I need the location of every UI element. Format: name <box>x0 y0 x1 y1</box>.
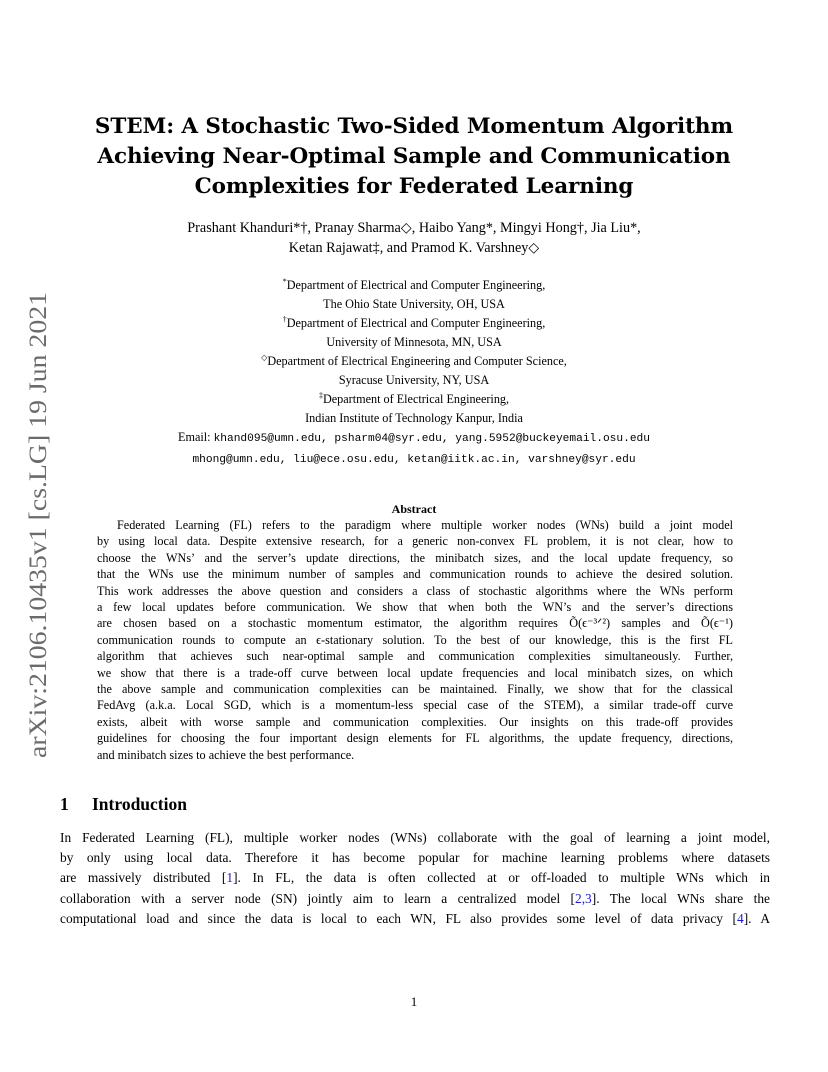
intro-line: In Federated Learning (FL), multiple worker nodes (WNs) collaborate with the goal of learning a joint model, <box>60 830 770 845</box>
intro-text: ]. In FL, the data is often collected at or off-loaded to multiple WNs which in <box>233 870 770 886</box>
intro-line <box>60 868 770 888</box>
abstract-line: exists, albeit with worse sample and communication complexities. Our insights on this trade-off provides <box>97 714 733 729</box>
abstract-line: are chosen based on a stochastic momentum estimator, the algorithm requires Õ(ϵ⁻³ᐟ²) samples and Õ(ϵ⁻¹) <box>97 616 733 631</box>
intro-line: by only using local data. Therefore it has become popular for machine learning problems where datasets <box>60 850 770 866</box>
abstract-line: by using local data. Despite extensive research, for a generic non-convex FL problem, it is not clear, how to <box>97 534 733 549</box>
abstract-line: This work addresses the above question and considers a class of stochastic algorithms where the WNs perform <box>97 583 733 598</box>
affiliation-line <box>80 390 748 409</box>
affiliation-text: Department of Electrical Engineering, <box>322 392 510 406</box>
abstract-line: algorithm that achieves such near-optimal sample and communication complexities simultaneously. Further, <box>97 649 733 664</box>
section-heading-introduction <box>60 794 187 815</box>
intro-line <box>60 909 770 929</box>
intro-text: are massively distributed [ <box>60 870 227 886</box>
citation-link[interactable]: 1 <box>226 870 234 886</box>
affiliation-line <box>80 371 748 390</box>
arxiv-stamp <box>12 290 56 760</box>
introduction-body <box>60 828 770 929</box>
email-line-2 <box>80 449 748 470</box>
affiliation-text: Syracuse University, NY, USA <box>338 373 490 387</box>
affiliation-mark: ◇ <box>261 353 268 362</box>
authors-line-2: Ketan Rajawat‡, and Pramod K. Varshney◇ <box>288 240 540 256</box>
affiliation-line <box>80 352 748 371</box>
intro-text: ]. A <box>743 910 770 926</box>
affiliation-mark: * <box>282 277 287 286</box>
page-number: 1 <box>410 994 418 1009</box>
email-addresses: khand095@umn.edu, psharm04@syr.edu, yang.5952@buckeyemail.osu.edu <box>213 433 650 445</box>
title-line-1: STEM: A Stochastic Two-Sided Momentum Algorithm <box>94 114 734 139</box>
affiliation-text: Department of Electrical and Computer Engineering, <box>286 316 546 330</box>
abstract-body <box>97 517 733 763</box>
abstract-line: a few local updates before communication. We show that when both the WN’s and the server’s directions <box>97 600 733 615</box>
author-list <box>80 218 748 258</box>
affiliation-line <box>80 409 748 428</box>
abstract-line: communication rounds to compute an ϵ-stationary solution. To the best of our knowledge, this is the first FL <box>97 632 733 647</box>
intro-text: computational load and since the data is local to each WN, FL also provides some level of data privacy [ <box>60 910 737 926</box>
abstract-heading: Abstract <box>391 502 437 516</box>
affiliation-text: The Ohio State University, OH, USA <box>323 297 505 311</box>
affiliation-text: Department of Electrical and Computer Engineering, <box>286 278 546 292</box>
affiliation-line <box>80 314 748 333</box>
abstract-line: Federated Learning (FL) refers to the paradigm where multiple worker nodes (WNs) build a joint model <box>117 518 733 532</box>
intro-text: ]. The local WNs share the <box>591 890 770 906</box>
affiliation-line <box>80 276 748 295</box>
abstract-line: choose the WNs’ and the server’s update directions, the minibatch sizes, and the local update frequency, so <box>97 550 733 565</box>
section-title: Introduction <box>92 794 187 814</box>
title-line-3: Complexities for Federated Learning <box>194 174 634 199</box>
affiliations <box>80 276 748 470</box>
title-line-2: Achieving Near-Optimal Sample and Communication <box>97 144 731 169</box>
affiliation-text: Indian Institute of Technology Kanpur, India <box>305 411 523 425</box>
affiliation-text: University of Minnesota, MN, USA <box>326 335 502 349</box>
abstract-line: the above sample and communication complexities can be maintained. Finally, we show that for the classical <box>97 682 733 697</box>
affiliation-mark: † <box>282 315 287 324</box>
affiliation-line <box>80 295 748 314</box>
abstract-line: and minibatch sizes to achieve the best performance. <box>97 747 355 762</box>
citation-link[interactable]: 4 <box>737 910 744 926</box>
affiliation-mark: ‡ <box>318 391 323 400</box>
affiliation-text: Department of Electrical Engineering and Computer Science, <box>267 354 567 368</box>
abstract-line: FedAvg (a.k.a. Local SGD, which is a momentum-less special case of the STEM), a similar trade-off curve <box>97 698 733 713</box>
email-line-1 <box>80 428 748 449</box>
paper-title <box>80 112 748 202</box>
intro-line <box>60 889 770 909</box>
affiliation-line <box>80 333 748 352</box>
abstract-line: we show that there is a trade-off curve between local update frequencies and local minibatch sizes, on which <box>97 665 733 680</box>
arxiv-stamp-text: arXiv:2106.10435v1 [cs.LG] 19 Jun 2021 <box>23 330 52 758</box>
intro-text: collaboration with a server node (SN) jointly aim to learn a centralized model [ <box>60 890 576 906</box>
email-label: Email: <box>178 430 214 444</box>
authors-line-1: Prashant Khanduri*†, Pranay Sharma◇, Haibo Yang*, Mingyi Hong†, Jia Liu*, <box>187 220 641 236</box>
abstract-line: that the WNs use the minimum number of samples and communication rounds to achieve the desired solution. <box>97 567 733 582</box>
section-number: 1 <box>60 794 69 814</box>
email-addresses: mhong@umn.edu, liu@ece.osu.edu, ketan@iitk.ac.in, varshney@syr.edu <box>192 454 636 466</box>
citation-link[interactable]: 2,3 <box>575 890 592 906</box>
abstract-line: guidelines for choosing the four important design elements for FL algorithms, the update frequency, directions, <box>97 731 733 746</box>
